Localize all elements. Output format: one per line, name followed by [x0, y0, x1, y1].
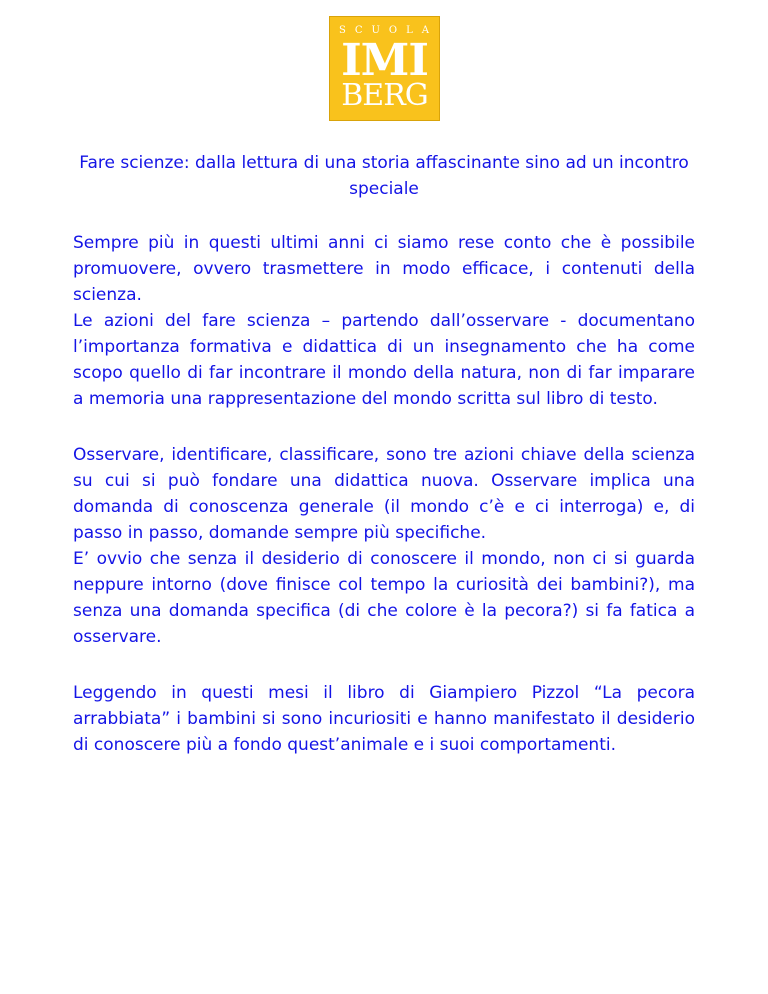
logo-berg-text: BERG	[341, 78, 428, 113]
paragraph-1-part-a: Sempre più in questi ultimi anni ci siamo rese conto che è possibile promuovere, ovvero trasmettere in modo efficace, i contenuti della scienza.	[73, 233, 695, 305]
document-title: Fare scienze: dalla lettura di una storia affascinante sino ad un incontro speciale	[79, 153, 689, 199]
paragraph-2	[73, 442, 695, 650]
paragraph-1	[73, 230, 695, 412]
paragraph-2-part-a: Osservare, identificare, classificare, sono tre azioni chiave della scienza su cui si può fondare una didattica nuova. Osservare implica una domanda di conoscenza generale (il mondo c’è e ci interroga) e, di passo in passo, domande sempre più specifiche.	[73, 445, 695, 543]
paragraph-1-part-b: Le azioni del fare scienza – partendo dall’osservare - documentano l’importanza formativa e didattica di un insegnamento che ha come scopo quello di far incontrare il mondo della natura, non di far imparare a memoria una rappresentazione del mondo scritta sul libro di testo.	[73, 311, 695, 409]
document-body	[73, 150, 695, 788]
logo-imi-text: IMI	[341, 35, 428, 86]
logo-scuola-text: SCUOLA	[339, 25, 438, 36]
paragraph-3-text: Leggendo in questi mesi il libro di Giampiero Pizzol “La pecora arrabbiata” i bambini si sono incuriositi e hanno manifestato il desiderio di conoscere più a fondo quest’animale e i suoi comportamenti.	[73, 683, 695, 755]
school-logo	[329, 16, 440, 121]
paragraph-2-part-b: E’ ovvio che senza il desiderio di conoscere il mondo, non ci si guarda neppure intorno (dove finisce col tempo la curiosità dei bambini?), ma senza una domanda specifica (di che colore è la pecora?) si fa fatica a osservare.	[73, 549, 695, 647]
paragraph-3	[73, 680, 695, 758]
